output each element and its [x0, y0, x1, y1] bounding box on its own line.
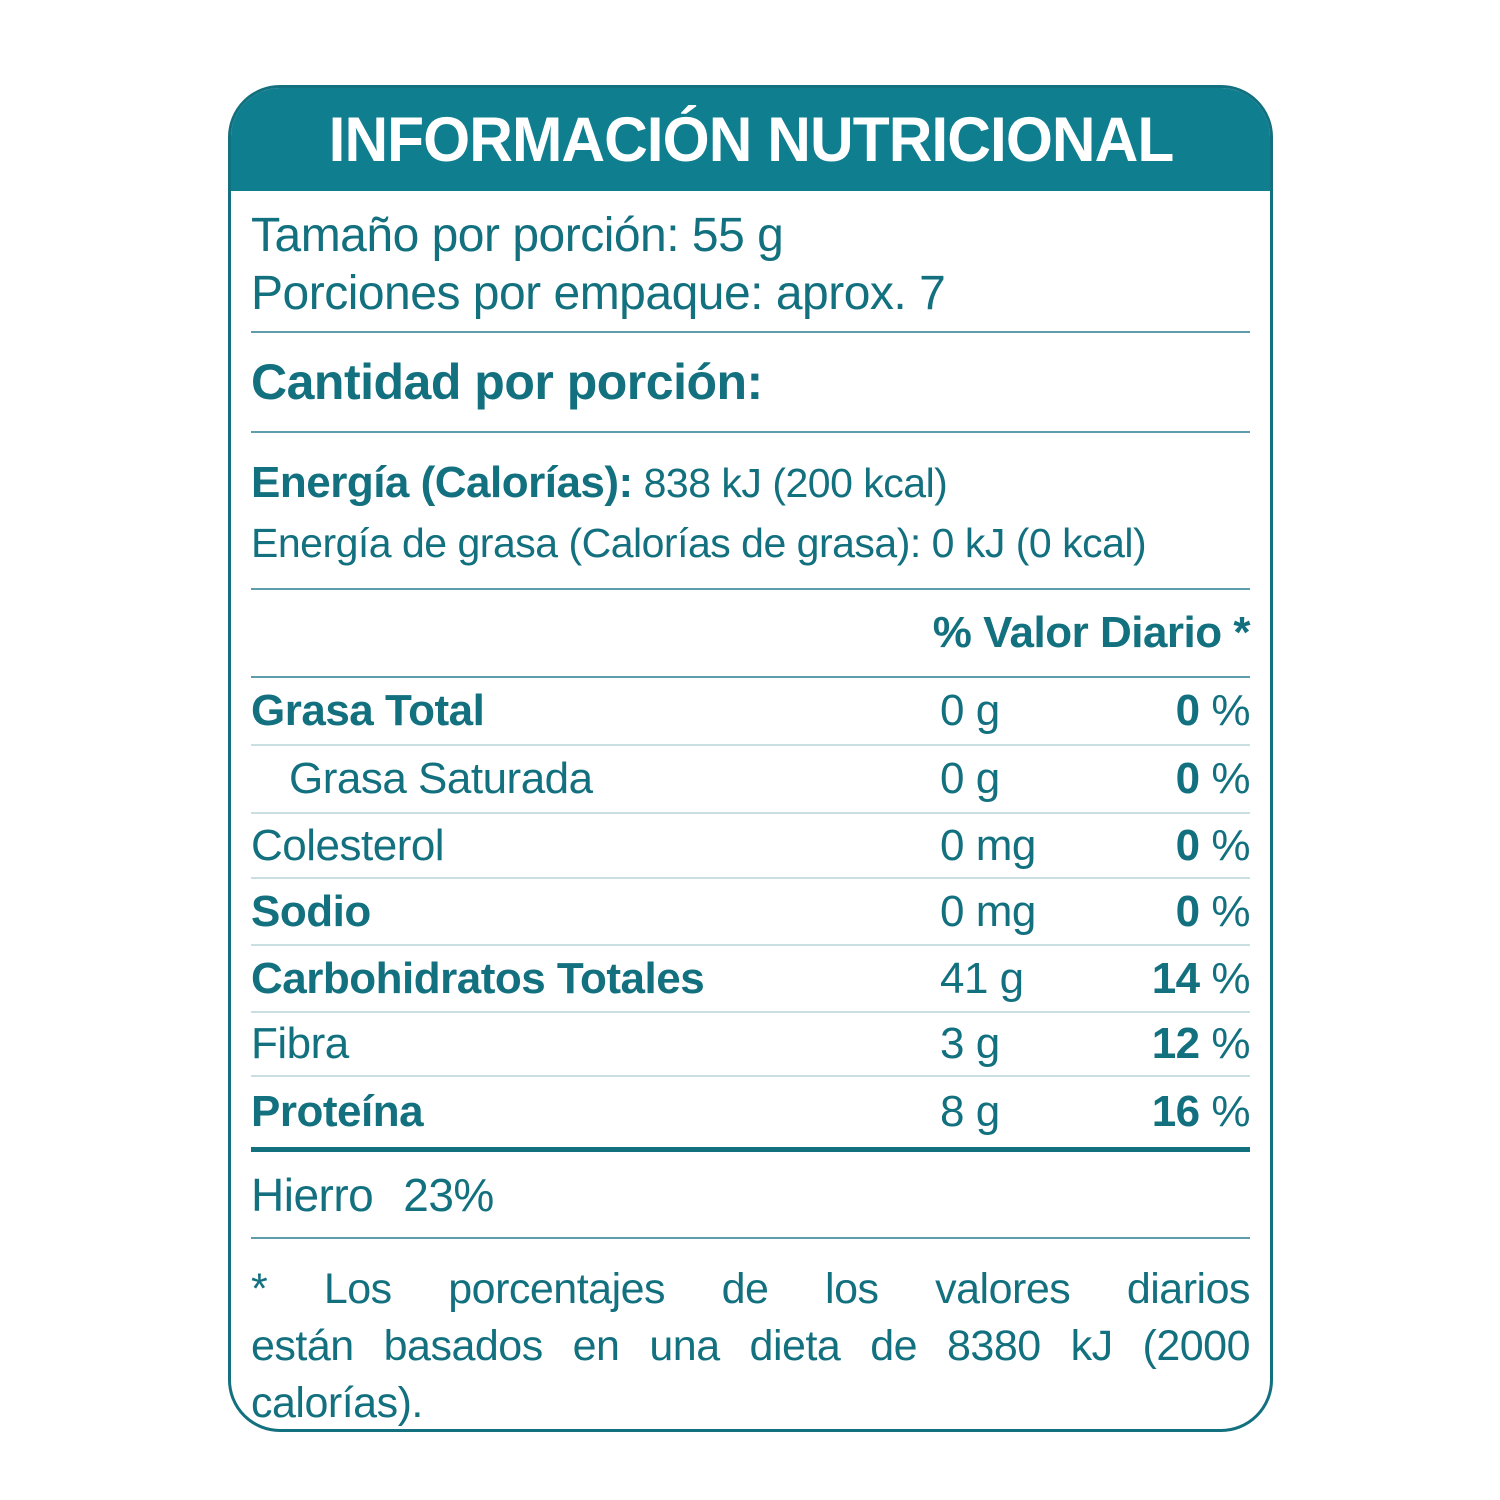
nutrient-amount: 3 g	[940, 1019, 1000, 1068]
nutrient-name: Colesterol	[251, 820, 445, 870]
energy-value: 838 kJ (200 kcal)	[643, 460, 948, 506]
nutrient-amount: 0 mg	[940, 820, 1036, 870]
mineral-value: 23%	[403, 1168, 494, 1221]
dv-number: 0	[1175, 886, 1200, 936]
daily-value-header-row	[251, 590, 1250, 676]
percent-sign: %	[1211, 820, 1250, 870]
percent-sign: %	[1211, 754, 1250, 803]
nutrient-dv	[1105, 686, 1250, 736]
footnote-line: calorías).	[251, 1379, 423, 1427]
nutrient-dv	[1105, 1019, 1250, 1069]
dv-number: 12	[1151, 1019, 1200, 1068]
nutrient-amount: 41 g	[940, 953, 1024, 1003]
percent-sign: %	[1211, 1019, 1250, 1068]
percent-sign: %	[1211, 686, 1250, 735]
nutrient-name: Fibra	[251, 1019, 349, 1068]
energy-label: Energía (Calorías):	[251, 458, 633, 507]
daily-value-header: % Valor Diario *	[932, 608, 1250, 657]
nutrient-amount: 0 mg	[940, 886, 1036, 936]
nutrient-row-fibra	[251, 1013, 1250, 1075]
title-band	[231, 88, 1270, 191]
percent-sign: %	[1211, 886, 1250, 936]
nutrient-row-colesterol	[251, 814, 1250, 877]
dv-number: 0	[1175, 754, 1200, 803]
amount-per-serving-heading: Cantidad por porción:	[251, 354, 763, 410]
nutrition-label	[228, 85, 1273, 1432]
servings-per-package: Porciones por empaque: aprox. 7	[251, 267, 946, 320]
nutrient-row-proteina	[251, 1077, 1250, 1147]
nutrient-name: Grasa Saturada	[289, 754, 593, 803]
dv-number: 0	[1175, 686, 1200, 735]
nutrient-row-grasa-total	[251, 678, 1250, 744]
amount-per-serving-section	[251, 333, 1250, 431]
percent-sign: %	[1211, 953, 1250, 1003]
nutrient-dv	[1105, 754, 1250, 804]
nutrient-dv	[1105, 954, 1250, 1004]
nutrient-amount: 0 g	[940, 754, 1000, 803]
nutrient-dv	[1105, 1087, 1250, 1137]
nutrient-name: Proteína	[251, 1087, 424, 1136]
nutrient-amount: 0 g	[940, 686, 1000, 735]
nutrient-name: Carbohidratos Totales	[251, 953, 705, 1003]
label-content	[231, 191, 1270, 1432]
dv-number: 16	[1151, 1087, 1200, 1136]
nutrient-row-carbohidratos	[251, 946, 1250, 1011]
percent-sign: %	[1211, 1087, 1250, 1136]
footnote	[251, 1239, 1250, 1432]
nutrient-name: Grasa Total	[251, 686, 485, 735]
mineral-name: Hierro	[251, 1168, 374, 1221]
dv-number: 14	[1151, 953, 1200, 1003]
mineral-row-hierro	[251, 1152, 1250, 1237]
nutrient-amount: 8 g	[940, 1087, 1000, 1136]
label-title: INFORMACIÓN NUTRICIONAL	[328, 104, 1173, 175]
nutrient-name: Sodio	[251, 886, 371, 936]
nutrient-dv	[1105, 887, 1250, 937]
footnote-line: * Los porcentajes de los valores diarios	[251, 1265, 1250, 1313]
energy-line	[251, 453, 1250, 513]
fat-energy-line: Energía de grasa (Calorías de grasa): 0 kJ (0 kcal)	[251, 520, 1147, 566]
footnote-line: están basados en una dieta de 8380 kJ (2000	[251, 1322, 1250, 1370]
serving-size: Tamaño por porción: 55 g	[251, 209, 784, 262]
energy-section	[251, 433, 1250, 588]
nutrient-row-sodio	[251, 879, 1250, 944]
nutrient-dv	[1105, 821, 1250, 871]
dv-number: 0	[1175, 820, 1200, 870]
nutrient-row-grasa-saturada	[251, 746, 1250, 812]
serving-section	[251, 191, 1250, 331]
